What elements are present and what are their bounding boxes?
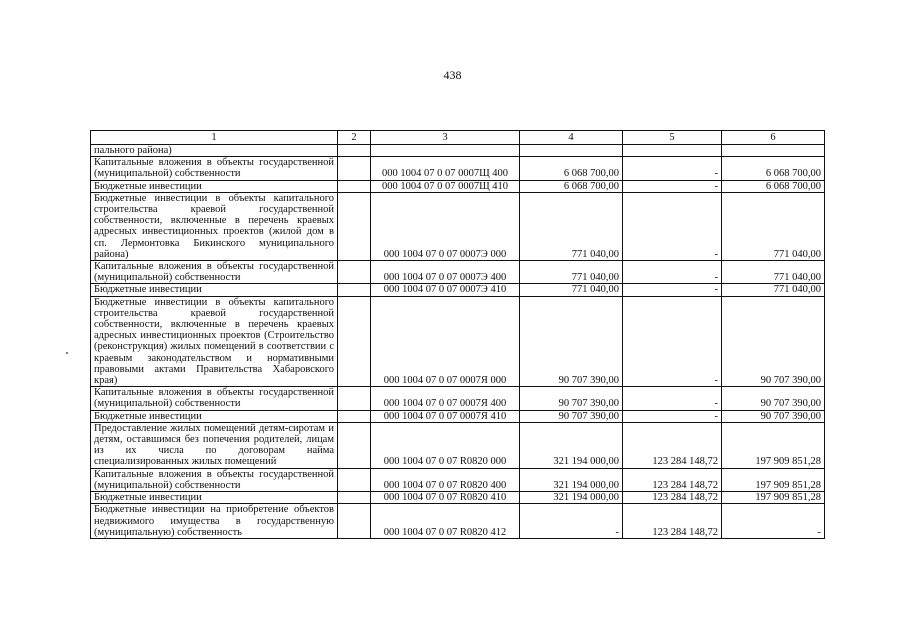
row-amount-6: 90 707 390,00	[722, 410, 825, 422]
row-amount-6: 6 068 700,00	[722, 180, 825, 192]
row-code: 000 1004 07 0 07 0007Я 410	[371, 410, 520, 422]
row-amount-4: 90 707 390,00	[520, 296, 623, 387]
row-amount-5: -	[623, 192, 722, 260]
row-description: Предоставление жилых помещений детям-сиротам и детям, оставшимся без попечения родителей, лицам из их числа по договорам найма специализированных жилых помещений	[91, 422, 338, 468]
row-amount-6: 90 707 390,00	[722, 387, 825, 410]
row-amount-4: 90 707 390,00	[520, 410, 623, 422]
table-row	[91, 157, 825, 180]
row-amount-5: -	[623, 284, 722, 296]
table-row	[91, 192, 825, 260]
column-header: 3	[371, 131, 520, 145]
row-amount-6: 771 040,00	[722, 284, 825, 296]
row-amount-6: 197 909 851,28	[722, 468, 825, 491]
row-amount-5: -	[623, 410, 722, 422]
table-row	[91, 387, 825, 410]
column-header: 2	[338, 131, 371, 145]
row-code: 000 1004 07 0 07 0007Э 400	[371, 261, 520, 284]
row-col2	[338, 504, 371, 539]
row-amount-4: 321 194 000,00	[520, 468, 623, 491]
table-body	[91, 145, 825, 539]
row-col2	[338, 422, 371, 468]
row-amount-4	[520, 145, 623, 157]
row-amount-6: 90 707 390,00	[722, 296, 825, 387]
row-amount-5: 123 284 148,72	[623, 422, 722, 468]
row-code: 000 1004 07 0 07 0007Э 410	[371, 284, 520, 296]
table-row	[91, 504, 825, 539]
row-description: Бюджетные инвестиции в объекты капитального строительства краевой государственной собственности, включенные в перечень краевых адресных инвестиционных проектов (жилой дом в сп. Лермонтовка Бикинского муниципального района)	[91, 192, 338, 260]
row-amount-6: 6 068 700,00	[722, 157, 825, 180]
row-code: 000 1004 07 0 07 R0820 000	[371, 422, 520, 468]
row-description: Бюджетные инвестиции на приобретение объектов недвижимого имущества в государственную (муниципальную) собственность	[91, 504, 338, 539]
table-row	[91, 145, 825, 157]
table-row	[91, 261, 825, 284]
table-row	[91, 410, 825, 422]
row-amount-4: 6 068 700,00	[520, 180, 623, 192]
row-code: 000 1004 07 0 07 0007Щ 400	[371, 157, 520, 180]
table-row	[91, 468, 825, 491]
row-amount-5: -	[623, 261, 722, 284]
row-description: Капитальные вложения в объекты государственной (муниципальной) собственности	[91, 468, 338, 491]
row-code: 000 1004 07 0 07 0007Щ 410	[371, 180, 520, 192]
scan-speck	[66, 352, 68, 354]
row-description: Бюджетные инвестиции в объекты капитального строительства краевой государственной собственности, включенные в перечень краевых адресных инвестиционных проектов (Строительство (реконструкция) жилых помещений в соответствии с краевым законодательством и нормативными правовыми актами Правительства Хабаровского края)	[91, 296, 338, 387]
row-col2	[338, 192, 371, 260]
row-code: 000 1004 07 0 07 R0820 410	[371, 492, 520, 504]
row-amount-5: -	[623, 180, 722, 192]
table-header-row	[91, 131, 825, 145]
row-description: пального района)	[91, 145, 338, 157]
row-amount-5: 123 284 148,72	[623, 468, 722, 491]
row-col2	[338, 387, 371, 410]
row-amount-5: -	[623, 157, 722, 180]
row-col2	[338, 468, 371, 491]
row-col2	[338, 284, 371, 296]
row-amount-5: 123 284 148,72	[623, 504, 722, 539]
row-amount-6: 771 040,00	[722, 192, 825, 260]
row-description: Капитальные вложения в объекты государственной (муниципальной) собственности	[91, 261, 338, 284]
row-amount-6	[722, 145, 825, 157]
row-col2	[338, 261, 371, 284]
row-amount-5: -	[623, 296, 722, 387]
row-description: Капитальные вложения в объекты государственной (муниципальной) собственности	[91, 157, 338, 180]
row-amount-6: 197 909 851,28	[722, 492, 825, 504]
row-col2	[338, 492, 371, 504]
table-row	[91, 492, 825, 504]
row-amount-6: 771 040,00	[722, 261, 825, 284]
table-row	[91, 284, 825, 296]
row-code	[371, 145, 520, 157]
column-header: 4	[520, 131, 623, 145]
budget-table	[90, 130, 825, 539]
row-amount-4: 321 194 000,00	[520, 422, 623, 468]
table-row	[91, 296, 825, 387]
row-amount-5	[623, 145, 722, 157]
row-amount-4: 771 040,00	[520, 284, 623, 296]
row-col2	[338, 145, 371, 157]
row-amount-5: -	[623, 387, 722, 410]
column-header: 5	[623, 131, 722, 145]
row-col2	[338, 410, 371, 422]
row-description: Бюджетные инвестиции	[91, 410, 338, 422]
row-amount-4: 90 707 390,00	[520, 387, 623, 410]
row-amount-6: 197 909 851,28	[722, 422, 825, 468]
row-description: Капитальные вложения в объекты государственной (муниципальной) собственности	[91, 387, 338, 410]
row-amount-4: 771 040,00	[520, 261, 623, 284]
row-col2	[338, 296, 371, 387]
row-code: 000 1004 07 0 07 0007Э 000	[371, 192, 520, 260]
row-amount-4: 321 194 000,00	[520, 492, 623, 504]
row-col2	[338, 180, 371, 192]
column-header: 1	[91, 131, 338, 145]
row-description: Бюджетные инвестиции	[91, 284, 338, 296]
row-code: 000 1004 07 0 07 R0820 412	[371, 504, 520, 539]
row-code: 000 1004 07 0 07 0007Я 000	[371, 296, 520, 387]
row-description: Бюджетные инвестиции	[91, 492, 338, 504]
table-row	[91, 180, 825, 192]
row-amount-5: 123 284 148,72	[623, 492, 722, 504]
row-amount-6: -	[722, 504, 825, 539]
row-description: Бюджетные инвестиции	[91, 180, 338, 192]
page-number: 438	[443, 68, 462, 82]
column-header: 6	[722, 131, 825, 145]
row-code: 000 1004 07 0 07 R0820 400	[371, 468, 520, 491]
row-col2	[338, 157, 371, 180]
row-amount-4: 771 040,00	[520, 192, 623, 260]
row-code: 000 1004 07 0 07 0007Я 400	[371, 387, 520, 410]
table-row	[91, 422, 825, 468]
row-amount-4: 6 068 700,00	[520, 157, 623, 180]
row-amount-4: -	[520, 504, 623, 539]
